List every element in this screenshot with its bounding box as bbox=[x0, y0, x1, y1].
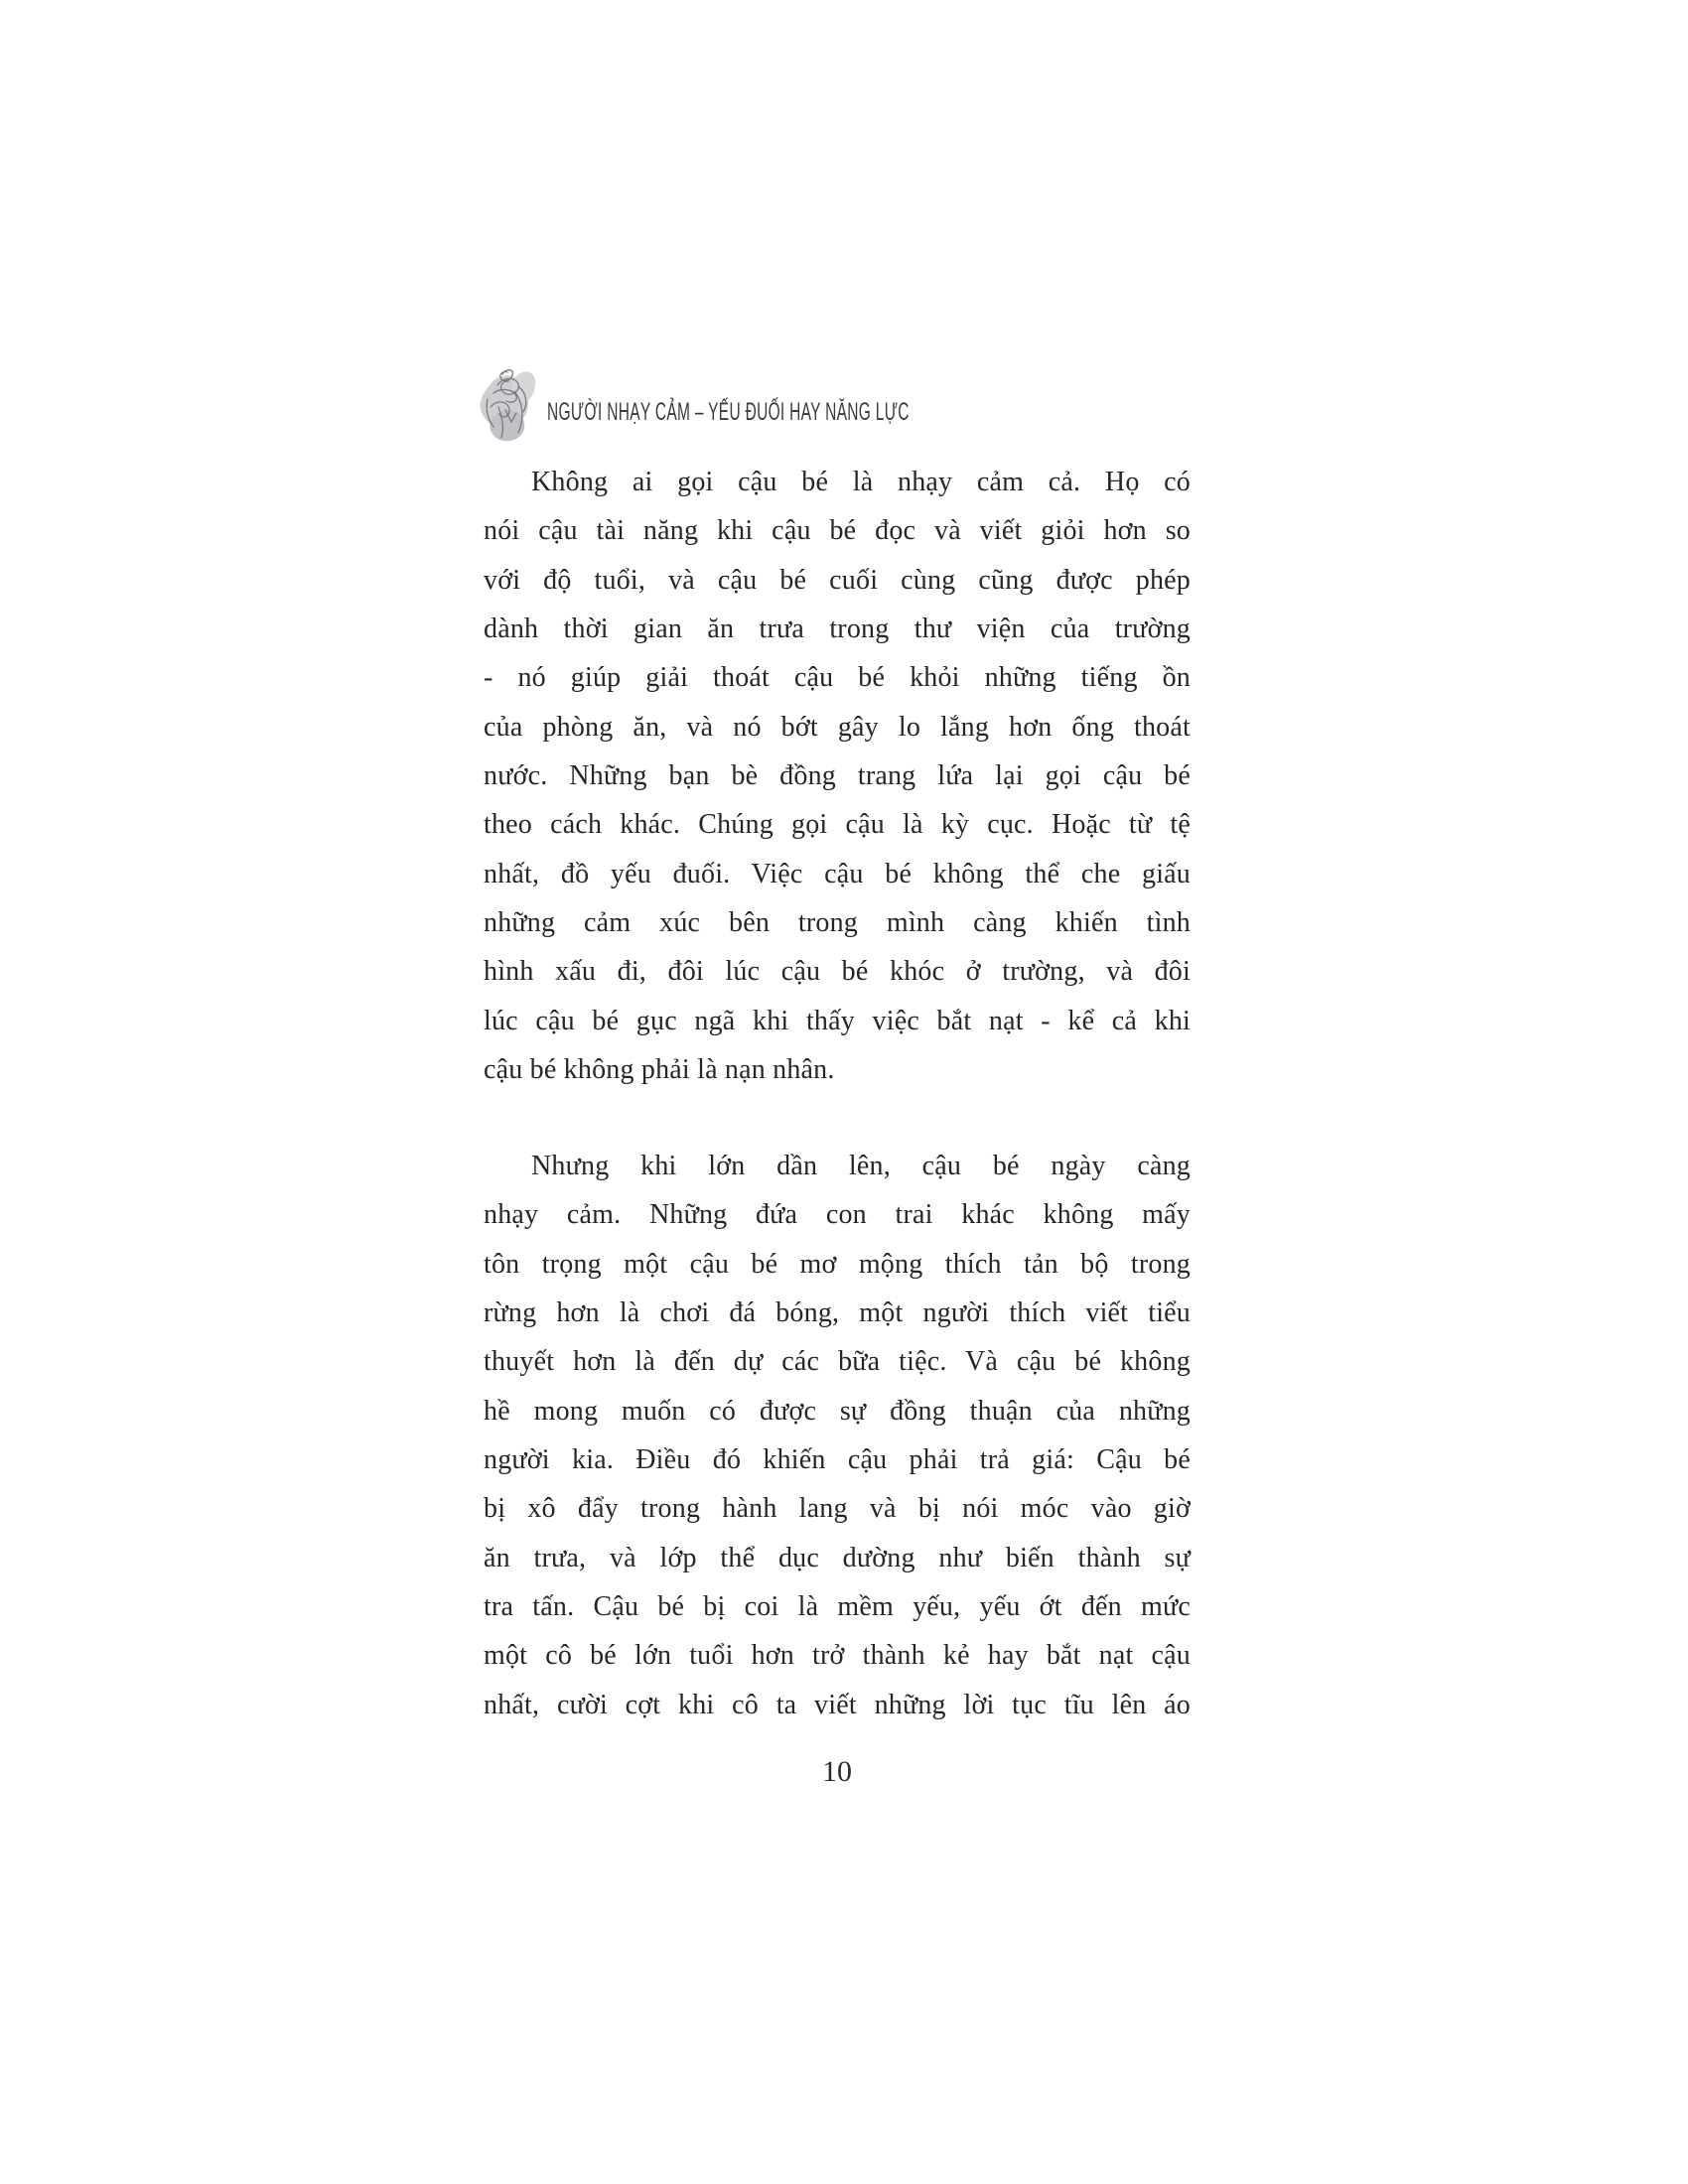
running-header-title: NGƯỜI NHẠY CẢM – YẾU ĐUỐI HAY NĂNG LỰC bbox=[547, 398, 910, 426]
text-line: nhất, đồ yếu đuối. Việc cậu bé không thể che giấu bbox=[484, 858, 1191, 889]
text-line: những cảm xúc bên trong mình càng khiến tình bbox=[484, 907, 1191, 939]
text-line: theo cách khác. Chúng gọi cậu là kỳ cục. Hoặc từ tệ bbox=[484, 809, 1191, 841]
text-line: Không ai gọi cậu bé là nhạy cảm cả. Họ có bbox=[531, 467, 1191, 497]
text-line: tôn trọng một cậu bé mơ mộng thích tản bộ trong bbox=[484, 1248, 1191, 1280]
text-line: nhất, cười cợt khi cô ta viết những lời tục tĩu lên áo bbox=[484, 1689, 1191, 1720]
text-line: dành thời gian ăn trưa trong thư viện của trường bbox=[484, 614, 1191, 645]
paragraph bbox=[484, 1142, 1191, 1729]
flower-sketch-icon bbox=[474, 363, 541, 447]
text-line: tra tấn. Cậu bé bị coi là mềm yếu, yếu ớt đến mức bbox=[484, 1591, 1191, 1623]
text-line: bị xô đẩy trong hành lang và bị nói móc vào giờ bbox=[484, 1493, 1191, 1525]
text-line: của phòng ăn, và nó bớt gây lo lắng hơn ống thoát bbox=[484, 711, 1191, 743]
text-line: một cô bé lớn tuổi hơn trở thành kẻ hay bắt nạt cậu bbox=[484, 1640, 1191, 1672]
text-line: - nó giúp giải thoát cậu bé khỏi những tiếng ồn bbox=[484, 662, 1191, 694]
text-line: lúc cậu bé gục ngã khi thấy việc bắt nạt - kể cả khi bbox=[484, 1005, 1191, 1036]
text-line: thuyết hơn là đến dự các bữa tiệc. Và cậu bé không bbox=[484, 1346, 1191, 1378]
text-line: Nhưng khi lớn dần lên, cậu bé ngày càng bbox=[531, 1151, 1191, 1181]
text-line: cậu bé không phải là nạn nhân. bbox=[484, 1054, 835, 1086]
paragraph bbox=[484, 458, 1191, 1094]
text-line: nước. Những bạn bè đồng trang lứa lại gọi cậu bé bbox=[484, 760, 1191, 792]
running-header bbox=[474, 363, 1030, 449]
text-line: hề mong muốn có được sự đồng thuận của những bbox=[484, 1395, 1191, 1427]
text-line: nói cậu tài năng khi cậu bé đọc và viết giỏi hơn so bbox=[484, 515, 1191, 547]
text-line: nhạy cảm. Những đứa con trai khác không mấy bbox=[484, 1199, 1191, 1231]
page-number: 10 bbox=[822, 1755, 852, 1788]
text-line: ăn trưa, và lớp thể dục dường như biến thành sự bbox=[484, 1542, 1191, 1573]
text-line: hình xấu đi, đôi lúc cậu bé khóc ở trường, và đôi bbox=[484, 956, 1191, 988]
text-line: người kia. Điều đó khiến cậu phải trả giá: Cậu bé bbox=[484, 1444, 1191, 1476]
text-line: rừng hơn là chơi đá bóng, một người thích viết tiểu bbox=[484, 1297, 1191, 1329]
text-line: với độ tuổi, và cậu bé cuối cùng cũng được phép bbox=[484, 564, 1191, 596]
